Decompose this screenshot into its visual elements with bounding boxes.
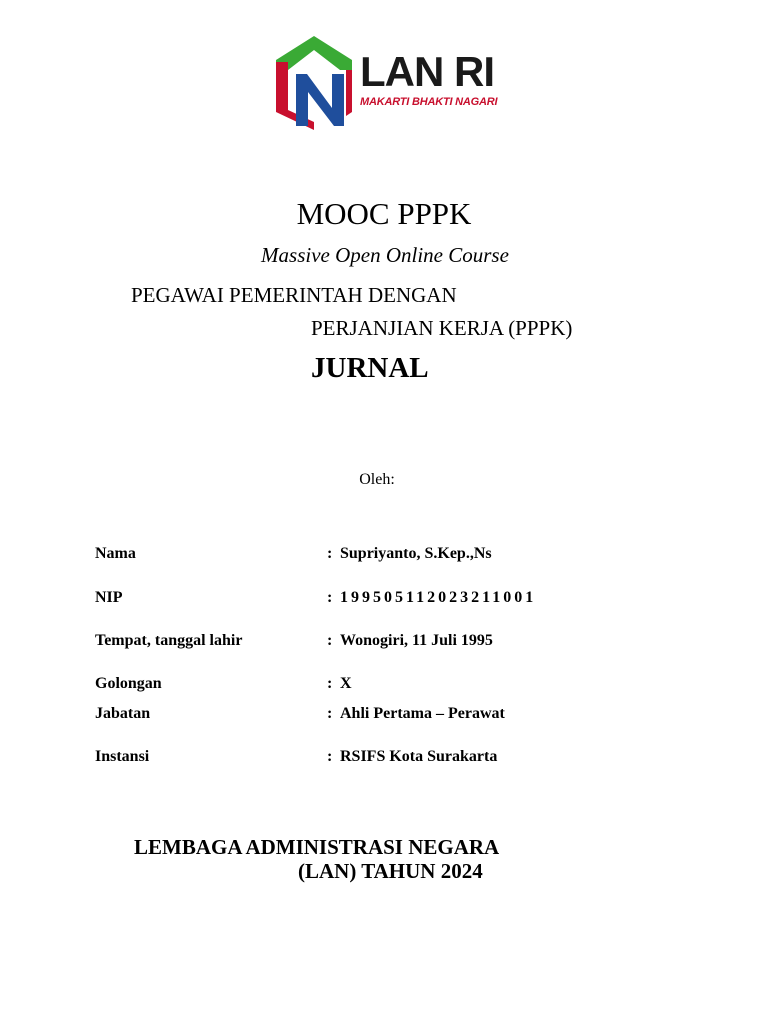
identity-label: Jabatan [95,705,151,722]
lan-ri-logo-icon [274,34,358,130]
identity-colon: : [327,675,333,692]
document-type-heading: JURNAL [311,352,429,384]
identity-value: Supriyanto, S.Kep.,Ns [340,545,492,562]
identity-colon: : [327,589,333,606]
institution-year: (LAN) TAHUN 2024 [298,859,483,883]
identity-value: RSIFS Kota Surakarta [340,748,498,765]
title-line-1: PEGAWAI PEMERINTAH DENGAN [131,283,457,307]
by-label: Oleh: [359,471,395,488]
page-title: MOOC PPPK [296,196,472,231]
identity-value: Wonogiri, 11 Juli 1995 [340,632,493,649]
logo-wordmark: LAN RI [360,48,494,95]
institution-name: LEMBAGA ADMINISTRASI NEGARA [134,835,500,859]
identity-value: Ahli Pertama – Perawat [340,705,505,722]
identity-label: Tempat, tanggal lahir [95,632,243,649]
identity-label: NIP [95,589,123,606]
identity-label: Nama [95,545,136,562]
identity-value: X [340,675,352,692]
identity-colon: : [327,632,333,649]
identity-value: 199505112023211001 [340,589,537,606]
logo-tagline: MAKARTI BHAKTI NAGARI [360,96,498,108]
identity-label: Golongan [95,675,162,692]
identity-colon: : [327,705,333,722]
identity-colon: : [327,545,333,562]
title-line-2: PERJANJIAN KERJA (PPPK) [311,316,573,340]
identity-colon: : [327,748,333,765]
identity-label: Instansi [95,748,150,765]
page-subtitle: Massive Open Online Course [261,243,509,267]
